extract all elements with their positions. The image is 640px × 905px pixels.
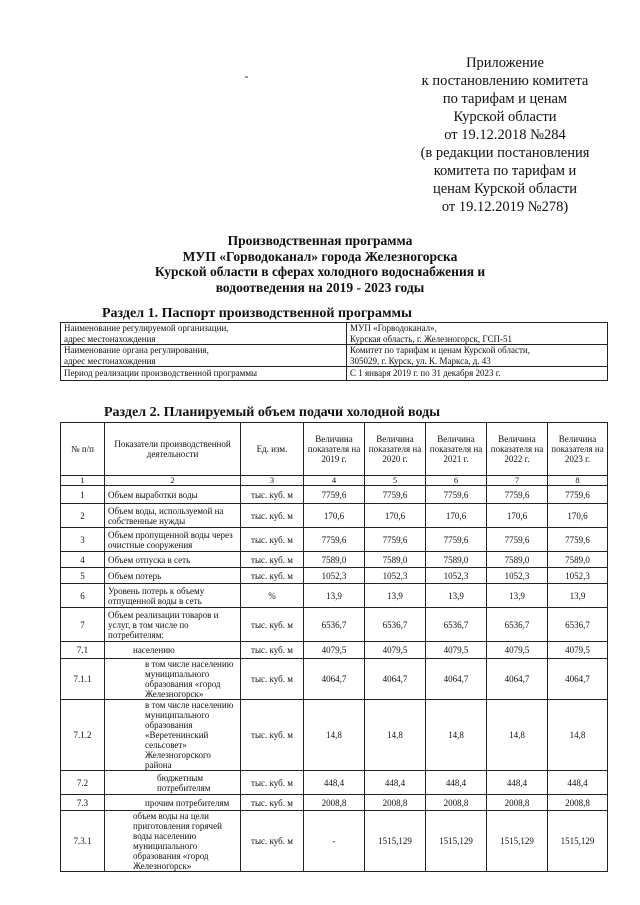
unit: тыс. куб. м xyxy=(241,552,304,568)
value-cell: 7759,6 xyxy=(365,486,426,504)
value-cell: 170,6 xyxy=(487,504,548,528)
unit: тыс. куб. м xyxy=(241,795,304,811)
passport-value-line: 305029, г. Курск, ул. К. Маркса, д. 43 xyxy=(350,355,491,366)
row-number: 7 xyxy=(61,608,105,642)
table-row xyxy=(61,584,608,608)
appendix-line: Приложение xyxy=(466,55,544,71)
column-header: Величина показателя на 2023 г. xyxy=(548,423,608,476)
value-cell: 7759,6 xyxy=(426,528,487,552)
indicator-name: Объем реализации товаров и услуг, в том числе по потребителям: xyxy=(105,608,241,642)
row-number: 2 xyxy=(61,504,105,528)
value-cell: 6536,7 xyxy=(304,608,365,642)
indicator-name: Объем выработки воды xyxy=(105,486,241,504)
header-row xyxy=(61,423,608,476)
value-cell: 7759,6 xyxy=(548,528,608,552)
indicator-name: Объем воды, используемой на собственные нужды xyxy=(105,504,241,528)
unit: % xyxy=(241,584,304,608)
unit: тыс. куб. м xyxy=(241,700,304,771)
passport-row xyxy=(61,323,608,345)
column-header: Величина показателя на 2021 г. xyxy=(426,423,487,476)
row-number: 7.3 xyxy=(61,795,105,811)
table-row xyxy=(61,642,608,659)
table-row xyxy=(61,528,608,552)
value-cell: 7759,6 xyxy=(304,528,365,552)
column-number: 6 xyxy=(426,476,487,486)
value-cell: 14,8 xyxy=(426,700,487,771)
section2-heading: Раздел 2. Планируемый объем подачи холодной воды xyxy=(104,405,441,420)
value-cell: 1052,3 xyxy=(304,568,365,584)
passport-value xyxy=(347,345,608,367)
table-row xyxy=(61,552,608,568)
column-number: 8 xyxy=(548,476,608,486)
value-cell: 170,6 xyxy=(426,504,487,528)
unit: тыс. куб. м xyxy=(241,528,304,552)
value-cell: 448,4 xyxy=(365,771,426,795)
value-cell: 2008,8 xyxy=(304,795,365,811)
unit: тыс. куб. м xyxy=(241,659,304,700)
value-cell: 7589,0 xyxy=(304,552,365,568)
value-cell: 13,9 xyxy=(365,584,426,608)
indicator-name: Объем отпуска в сеть xyxy=(105,552,241,568)
column-number: 3 xyxy=(241,476,304,486)
column-header: Ед. изм. xyxy=(241,423,304,476)
scan-speck xyxy=(245,76,248,78)
value-cell: 1515,129 xyxy=(365,811,426,872)
unit: тыс. куб. м xyxy=(241,811,304,872)
appendix-line: по тарифам и ценам xyxy=(442,91,568,107)
indicator-name: бюджетным потребителям xyxy=(105,771,241,795)
value-cell: 448,4 xyxy=(426,771,487,795)
value-cell: 7589,0 xyxy=(426,552,487,568)
appendix-line: Курской области xyxy=(453,109,557,125)
indicator-name: прочим потребителям xyxy=(105,795,241,811)
indicator-name: Уровень потерь к объему отпущенной воды в сеть xyxy=(105,584,241,608)
unit: тыс. куб. м xyxy=(241,486,304,504)
value-cell: 4079,5 xyxy=(365,642,426,659)
value-cell: 1052,3 xyxy=(487,568,548,584)
passport-label-line: адрес местонахождения xyxy=(64,355,156,366)
value-cell: 7759,6 xyxy=(487,528,548,552)
value-cell: 1052,3 xyxy=(365,568,426,584)
passport-value-line: С 1 января 2019 г. по 31 декабря 2023 г. xyxy=(350,368,501,379)
value-cell: 7759,6 xyxy=(548,486,608,504)
value-cell: 6536,7 xyxy=(365,608,426,642)
unit: тыс. куб. м xyxy=(241,608,304,642)
value-cell: 448,4 xyxy=(487,771,548,795)
title-line: Производственная программа xyxy=(227,233,413,248)
value-cell: 7759,6 xyxy=(365,528,426,552)
row-number: 4 xyxy=(61,552,105,568)
title-line: Курской области в сферах холодного водоснабжения и xyxy=(154,264,486,279)
passport-label xyxy=(61,345,347,367)
column-header: Величина показателя на 2022 г. xyxy=(487,423,548,476)
table-row xyxy=(61,795,608,811)
title-line: МУП «Горводоканал» города Железногорска xyxy=(182,248,458,264)
indicator-name: объем воды на цели приготовления горячей воды населению муниципального образования «город Железногорск» xyxy=(105,811,241,872)
table-row xyxy=(61,486,608,504)
value-cell: 14,8 xyxy=(487,700,548,771)
value-cell: 1052,3 xyxy=(548,568,608,584)
value-cell: - xyxy=(304,811,365,872)
table-row xyxy=(61,568,608,584)
passport-value-line: МУП «Горводоканал», xyxy=(350,323,437,333)
value-cell: 4079,5 xyxy=(304,642,365,659)
value-cell: 4064,7 xyxy=(426,659,487,700)
row-number: 5 xyxy=(61,568,105,584)
column-number: 4 xyxy=(304,476,365,486)
passport-table xyxy=(60,322,608,381)
value-cell: 7759,6 xyxy=(487,486,548,504)
value-cell: 13,9 xyxy=(426,584,487,608)
value-cell: 7589,0 xyxy=(487,552,548,568)
column-number: 2 xyxy=(105,476,241,486)
value-cell: 2008,8 xyxy=(548,795,608,811)
column-number-row xyxy=(61,476,608,486)
appendix-line: комитета по тарифам и xyxy=(433,163,577,179)
appendix-line: от 19.12.2019 №278) xyxy=(441,199,569,215)
unit: тыс. куб. м xyxy=(241,568,304,584)
table-row xyxy=(61,659,608,700)
value-cell: 14,8 xyxy=(365,700,426,771)
value-cell: 6536,7 xyxy=(487,608,548,642)
value-cell: 4079,5 xyxy=(426,642,487,659)
indicator-name: населению xyxy=(105,642,241,659)
value-cell: 1515,129 xyxy=(548,811,608,872)
water-supply-plan-table xyxy=(60,422,608,872)
passport-label-line: Период реализации производственной программы xyxy=(64,368,258,379)
value-cell: 170,6 xyxy=(548,504,608,528)
row-number: 7.1.1 xyxy=(61,659,105,700)
value-cell: 170,6 xyxy=(304,504,365,528)
value-cell: 6536,7 xyxy=(426,608,487,642)
indicator-name: в том числе населению муниципального образования «город Железногорск» xyxy=(105,659,241,700)
indicator-name: Объем потерь xyxy=(105,568,241,584)
value-cell: 14,8 xyxy=(304,700,365,771)
passport-label xyxy=(61,323,347,345)
value-cell: 1052,3 xyxy=(426,568,487,584)
row-number: 6 xyxy=(61,584,105,608)
table-row xyxy=(61,504,608,528)
column-header: Показатели производственной деятельности xyxy=(105,423,241,476)
value-cell: 448,4 xyxy=(548,771,608,795)
column-number: 1 xyxy=(61,476,105,486)
column-number: 7 xyxy=(487,476,548,486)
row-number: 1 xyxy=(61,486,105,504)
unit: тыс. куб. м xyxy=(241,771,304,795)
column-header: № п/п xyxy=(61,423,105,476)
row-number: 7.3.1 xyxy=(61,811,105,872)
table-row xyxy=(61,700,608,771)
value-cell: 1515,129 xyxy=(426,811,487,872)
passport-label-line: Наименование регулируемой организации, xyxy=(64,323,229,333)
table-row xyxy=(61,771,608,795)
unit: тыс. куб. м xyxy=(241,642,304,659)
value-cell: 1515,129 xyxy=(487,811,548,872)
value-cell: 13,9 xyxy=(304,584,365,608)
passport-row xyxy=(61,345,608,367)
document-title xyxy=(110,233,530,295)
value-cell: 13,9 xyxy=(548,584,608,608)
passport-value xyxy=(347,323,608,345)
value-cell: 4064,7 xyxy=(487,659,548,700)
appendix-note xyxy=(392,54,618,216)
value-cell: 13,9 xyxy=(487,584,548,608)
value-cell: 7589,0 xyxy=(365,552,426,568)
appendix-line: ценам Курской области xyxy=(432,181,578,197)
section1-heading: Раздел 1. Паспорт производственной программы xyxy=(102,306,412,321)
value-cell: 448,4 xyxy=(304,771,365,795)
value-cell: 2008,8 xyxy=(487,795,548,811)
value-cell: 2008,8 xyxy=(426,795,487,811)
unit: тыс. куб. м xyxy=(241,504,304,528)
column-header: Величина показателя на 2019 г. xyxy=(304,423,365,476)
value-cell: 7589,0 xyxy=(548,552,608,568)
passport-value xyxy=(347,367,608,381)
passport-label-line: Наименование органа регулирования, xyxy=(64,345,209,355)
value-cell: 7759,6 xyxy=(304,486,365,504)
value-cell: 14,8 xyxy=(548,700,608,771)
value-cell: 2008,8 xyxy=(365,795,426,811)
passport-value-line: Комитет по тарифам и ценам Курской области, xyxy=(350,345,530,355)
appendix-line: к постановлению комитета xyxy=(421,73,589,89)
appendix-line: (в редакции постановления xyxy=(420,145,590,161)
appendix-line: от 19.12.2018 №284 xyxy=(444,127,566,143)
row-number: 7.2 xyxy=(61,771,105,795)
passport-label xyxy=(61,367,347,381)
value-cell: 4079,5 xyxy=(487,642,548,659)
value-cell: 170,6 xyxy=(365,504,426,528)
value-cell: 4079,5 xyxy=(548,642,608,659)
row-number: 7.1.2 xyxy=(61,700,105,771)
value-cell: 4064,7 xyxy=(548,659,608,700)
table-row xyxy=(61,811,608,872)
passport-row xyxy=(61,367,608,381)
value-cell: 7759,6 xyxy=(426,486,487,504)
passport-label-line: адрес местонахождения xyxy=(64,333,156,344)
table-row xyxy=(61,608,608,642)
value-cell: 4064,7 xyxy=(365,659,426,700)
title-line: водоотведения на 2019 - 2023 годы xyxy=(215,279,425,295)
value-cell: 6536,7 xyxy=(548,608,608,642)
row-number: 3 xyxy=(61,528,105,552)
value-cell: 4064,7 xyxy=(304,659,365,700)
passport-value-line: Курская область, г. Железногорск, ГСП-51 xyxy=(350,333,512,344)
column-number: 5 xyxy=(365,476,426,486)
row-number: 7.1 xyxy=(61,642,105,659)
indicator-name: Объем пропущенной воды через очистные сооружения xyxy=(105,528,241,552)
indicator-name: в том числе населению муниципального образования «Веретенинский сельсовет» Железногорского района xyxy=(105,700,241,771)
column-header: Величина показателя на 2020 г. xyxy=(365,423,426,476)
